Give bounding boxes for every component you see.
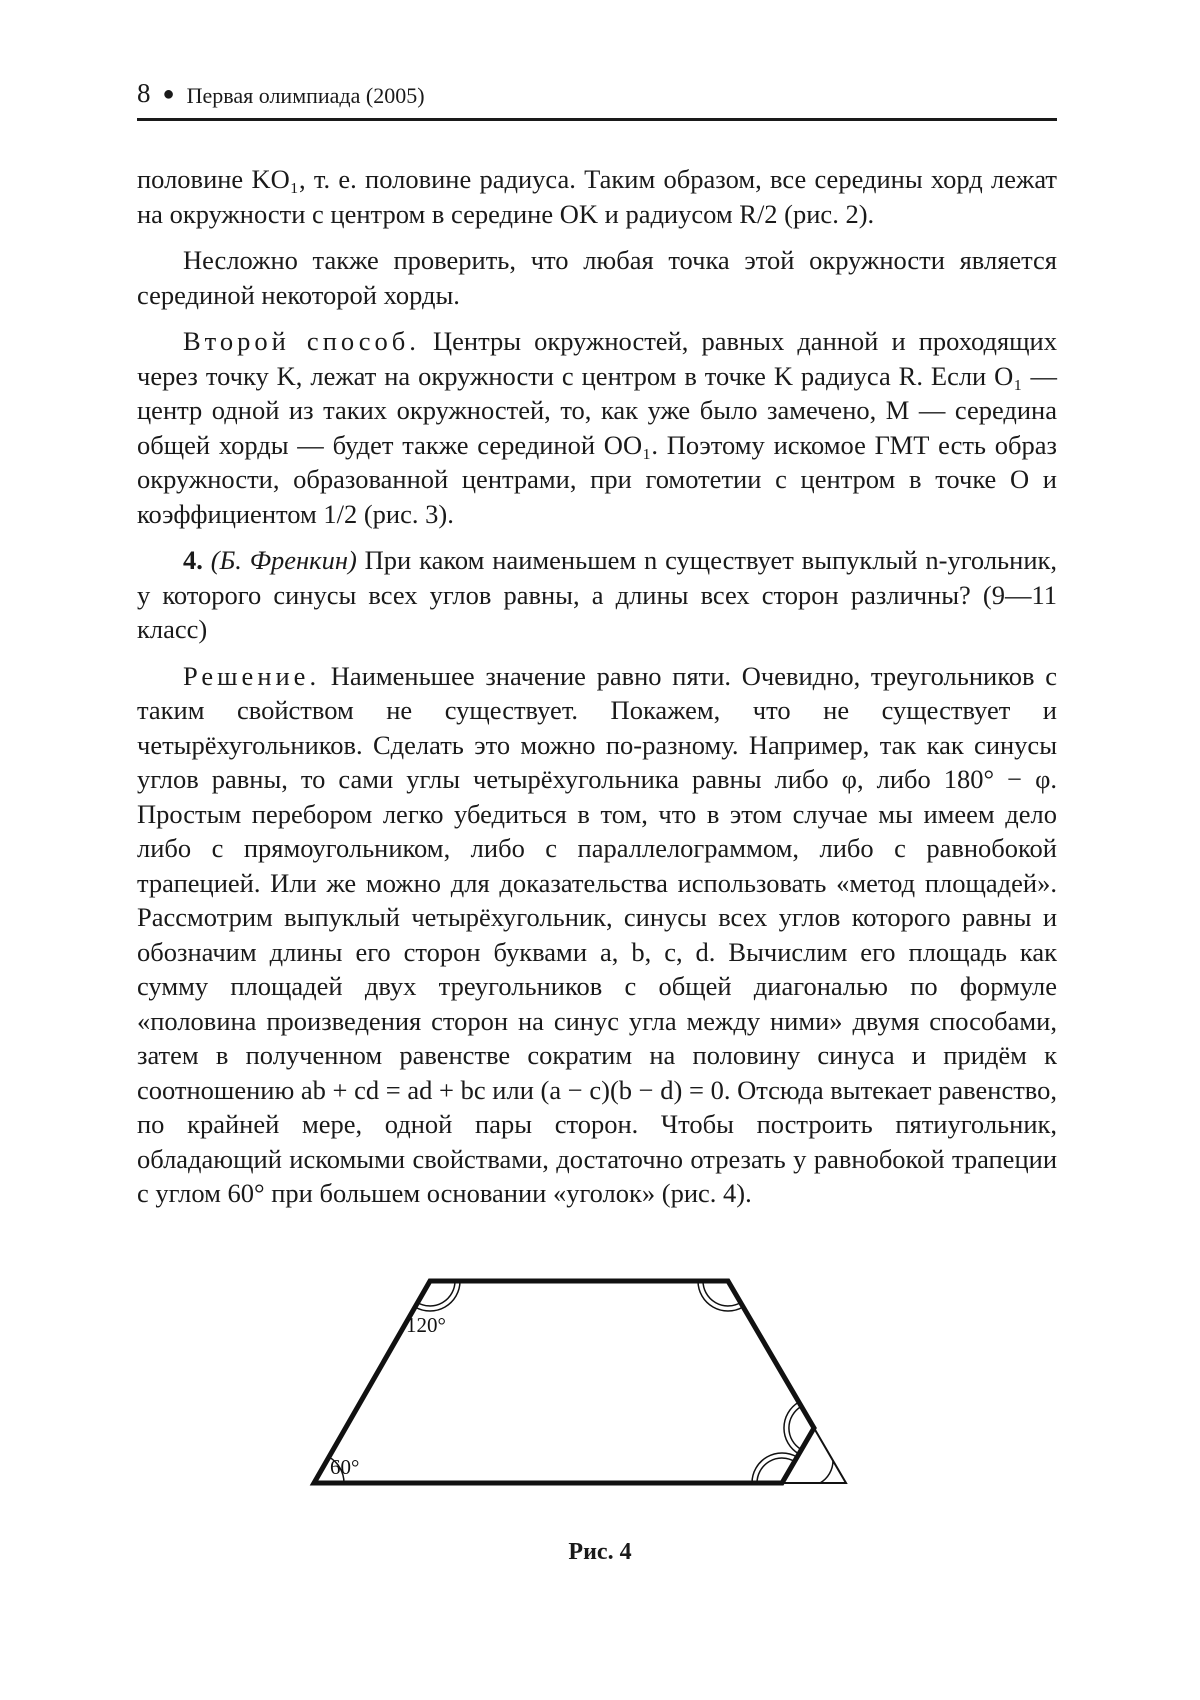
page-number: 8 <box>137 78 151 109</box>
solution <box>137 659 1057 1211</box>
angle-arc-cut-upper-2 <box>789 1406 802 1449</box>
figure-caption: Рис. 4 <box>0 1539 1200 1566</box>
page-body <box>137 162 1057 1223</box>
angle-label-60: 60° <box>330 1455 359 1479</box>
angle-arc-triangle-right <box>820 1461 833 1484</box>
problem-number: 4. <box>183 545 203 575</box>
figure-4-trapezoid <box>300 1268 910 1528</box>
paragraph-3-text: Центры окружностей, равных данной и проходящих через точку K, лежат на окружности с центром в точке K радиуса R. Если O₁ — центр одной из таких окружностей, то, как уже было замечено, M — середина общей хорды — будет также серединой OO₁. Поэтому искомое ГМТ есть образ окружности, образованной центрами, при гомотетии с центром в точке O и коэффициентом 1/2 (рис. 3). <box>137 326 1057 529</box>
paragraph-1: половине KO₁, т. е. половине радиуса. Таким образом, все середины хорд лежат на окружности с центром в середине OK и радиусом R/2 (рис. 2). <box>137 162 1057 231</box>
solution-label: Решение. <box>183 661 320 691</box>
paragraph-3 <box>137 324 1057 531</box>
method-label: Второй способ. <box>183 326 420 356</box>
problem-author: (Б. Френкин) <box>211 545 357 575</box>
paragraph-2: Несложно также проверить, что любая точка этой окружности является серединой некоторой хорды. <box>137 243 1057 312</box>
problem-4 <box>137 543 1057 647</box>
running-title: Первая олимпиада (2005) <box>187 83 425 109</box>
cut-corner-triangle <box>782 1428 846 1483</box>
running-header <box>137 74 1057 121</box>
solution-text: Наименьшее значение равно пяти. Очевидно, треугольников с таким свойством не существует. Покажем, что не существует и четырёхугольников. Сделать это можно по-разному. Например, так как синусы углов равны, то сами углы четырёхугольника равны либо φ, либо 180° − φ. Простым перебором легко убедиться в том, что в этом случае мы имеем дело либо с прямоугольником, либо с параллелограммом, либо с равнобокой трапецией. Или же можно для доказательства использовать «метод площадей». Рассмотрим выпуклый четырёхугольник, синусы всех углов которого равны и обозначим длины его сторон буквами a, b, c, d. Вычислим его площадь как сумму площадей двух треугольников с общей диагональю по формуле «половина произведения сторон на синус угла между ними» двумя способами, затем в полученном равенстве сократим на половину синуса и придём к соотношению ab + cd = ad + bc или (a − c)(b − d) = 0. Отсюда вытекает равенство, по крайней мере, одной пары сторон. Чтобы построить пятиугольник, обладающий искомыми свойствами, достаточно отрезать у равнобокой трапеции с углом 60° при большем основании «уголок» (рис. 4). <box>137 661 1057 1209</box>
angle-label-120: 120° <box>406 1313 446 1337</box>
header-bullet: ● <box>163 83 175 106</box>
problem-statement: При каком наименьшем n существует выпуклый n-угольник, у которого синусы всех углов равны, а длины всех сторон различны? (9—11 класс) <box>137 545 1057 644</box>
pentagon-outline <box>314 1281 814 1483</box>
